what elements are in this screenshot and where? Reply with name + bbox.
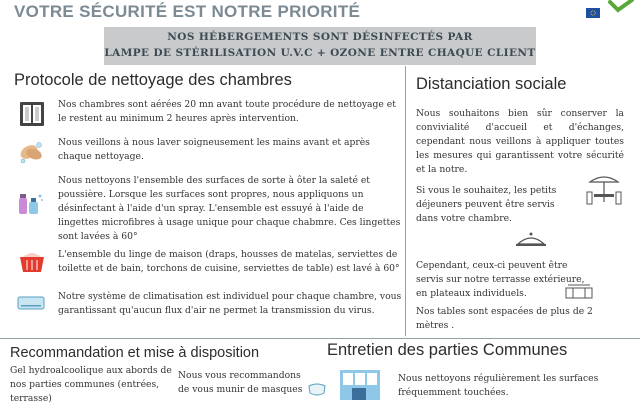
distanciation-title: Distanciation sociale <box>416 75 567 93</box>
headline: VOTRE SÉCURITÉ EST NOTRE PRIORITÉ <box>14 2 361 21</box>
checkmark-logo-icon <box>604 0 636 14</box>
section-divider <box>0 338 640 339</box>
handwash-icon <box>16 137 46 167</box>
banner-line-2: LAMPE DE STÉRILISATION U.V.C + OZONE ENTRE CHAQUE CLIENT <box>104 47 536 59</box>
window-icon <box>17 99 47 129</box>
column-divider <box>405 66 406 336</box>
mask-icon <box>306 378 328 400</box>
terrace-table-icon <box>584 172 624 210</box>
protocole-item-1-text: Nos chambres sont aérées 20 mn avant toute procédure de nettoyage et le restent au minimum 2 heures après intervention. <box>58 99 396 124</box>
protocole-title: Protocole de nettoyage des chambres <box>14 71 292 89</box>
disinfection-banner <box>104 27 536 65</box>
protocole-item-3-text: Nous nettoyons l'ensemble des surfaces de sorte à ôter la saleté et poussière. Lorsque les surfaces sont propres, nous appliquons un désinfectant à l'aide d'un spray. L'ensemble est essuyé à l'aide de lingettes microfibres à usage unique pour chaque chabmre. Ces lingettes sont lavées à 60° <box>58 175 401 242</box>
laundry-basket-icon <box>17 246 47 276</box>
protocole-item-2-text: Nous veillons à nous laver soigneusement les mains avant et après chaque nettoyage. <box>58 137 370 162</box>
distanciation-p4: Nos tables sont espacées de plus de 2 mètres . <box>416 306 593 331</box>
recommandation-title: Recommandation et mise à disposition <box>10 345 260 361</box>
recommandation-right-text: Nous vous recommandons de vous munir de masques <box>178 370 303 395</box>
distanciation-p2: Si vous le souhaitez, les petits déjeuners peuvent être servis dans votre chambre. <box>416 185 557 224</box>
common-area-icon <box>338 368 382 400</box>
air-conditioner-icon <box>16 289 46 319</box>
breakfast-tray-icon <box>514 230 548 252</box>
distanciation-p1: Nous souhaitons bien sûr conserver la convivialité d'accueil et d'échanges, cependant nous veillons à appliquer toutes les mesures qui garantissent votre sécurité et la notre. <box>416 108 624 175</box>
flag-icon <box>586 8 600 18</box>
cleaning-spray-icon <box>15 188 45 218</box>
recommandation-left-text: Gel hydroalcoolique aux abords de nos parties communes (entrées, terrasse) <box>10 365 172 404</box>
protocole-item-5-text: Notre système de climatisation est individuel pour chaque chambre, vous garantissant qu'aucun flux d'air ne permet la transmission du virus. <box>58 291 402 316</box>
protocole-item-4-text: L'ensemble du linge de maison (draps, housses de matelas, serviettes de toilette et de bain, torchons de cuisine, serviettes de table) est lavé à 60° <box>58 249 400 274</box>
banner-line-1: NOS HÉBERGEMENTS SONT DÉSINFECTÉS PAR <box>167 31 473 43</box>
distanciation-p3: Cependant, ceux-ci peuvent être servis sur notre terrasse extérieure, en plateaux individuels. <box>416 260 585 299</box>
entretien-text: Nous nettoyons régulièrement les surfaces fréquemment touchées. <box>398 373 599 398</box>
entretien-title: Entretien des parties Communes <box>327 341 568 359</box>
spaced-tables-icon <box>564 280 594 302</box>
